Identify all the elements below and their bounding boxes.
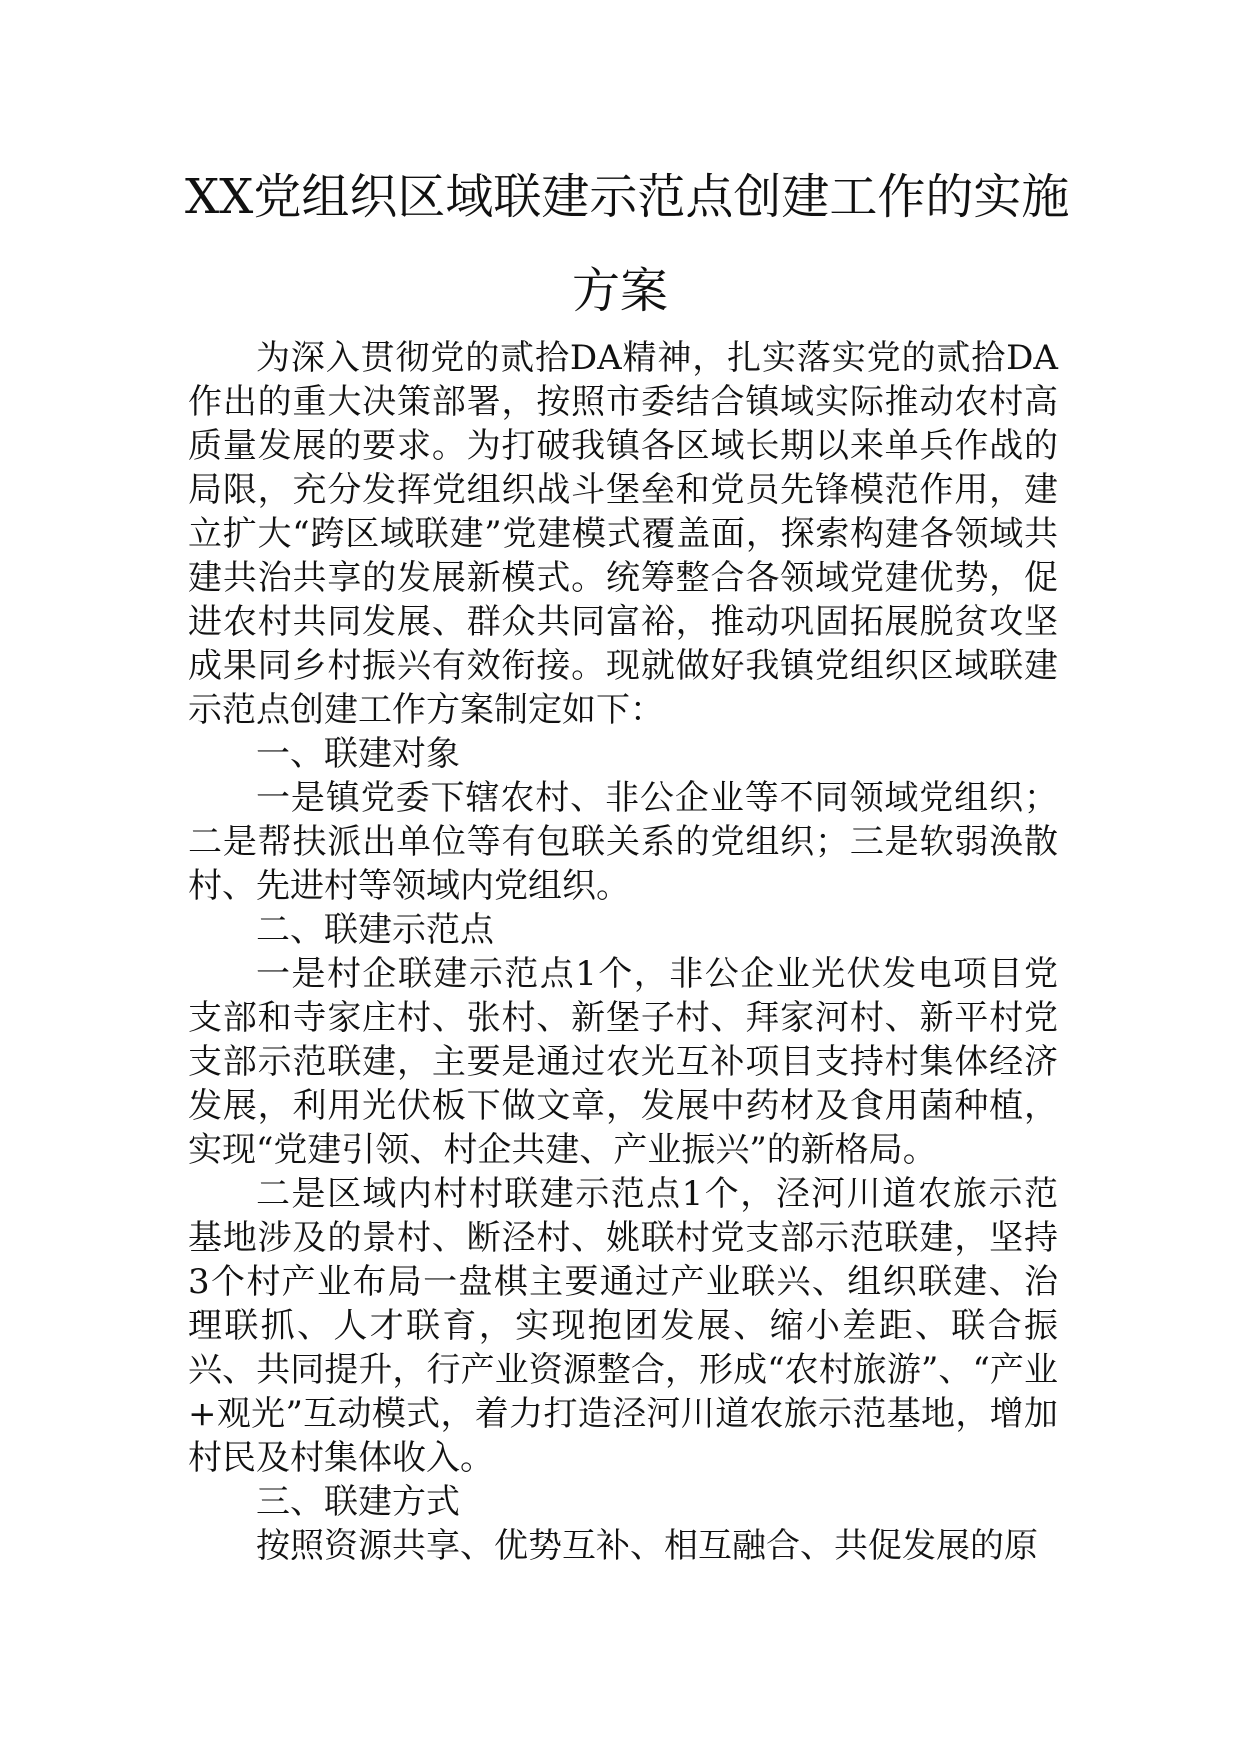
- section-heading-1: 一、联建对象: [256, 734, 460, 774]
- section-paragraph-3: 按照资源共享、优势互补、相互融合、共促发展的原: [256, 1526, 1038, 1566]
- intro-paragraph: 为深入贯彻党的贰拾DA精神，扎实落实党的贰拾DA作出的重大决策部署，按照市委结合镇域实际推动农村高质量发展的要求。为打破我镇各区域长期以来单兵作战的局限，充分发挥党组织战斗堡垒和党员先锋模范作用，建立扩大“跨区域联建”党建模式覆盖面，探索构建各领域共建共治共享的发展新模式。统筹整合各领域党建优势，促进农村共同发展、群众共同富裕，推动巩固拓展脱贫攻坚成果同乡村振兴有效衔接。现就做好我镇党组织区域联建示范点创建工作方案制定如下：: [188, 338, 1058, 730]
- section-heading-3: 三、联建方式: [256, 1482, 460, 1522]
- section-paragraph-2a: 一是村企联建示范点1个，非公企业光伏发电项目党支部和寺家庄村、张村、新堡子村、拜家河村、新平村党支部示范联建，主要是通过农光互补项目支持村集体经济发展，利用光伏板下做文章，发展中药材及食用菌种植，实现“党建引领、村企共建、产业振兴”的新格局。: [188, 954, 1058, 1170]
- section-paragraph-1: 一是镇党委下辖农村、非公企业等不同领域党组织；二是帮扶派出单位等有包联关系的党组织；三是软弱涣散村、先进村等领域内党组织。: [188, 778, 1058, 906]
- document-body: [188, 336, 1058, 1568]
- document-title-line-1: XX党组织区域联建示范点创建工作的实施: [185, 169, 1070, 225]
- section-heading-2: 二、联建示范点: [256, 910, 494, 950]
- section-paragraph-2b: 二是区域内村村联建示范点1个，泾河川道农旅示范基地涉及的景村、断泾村、姚联村党支部示范联建，坚持3个村产业布局一盘棋主要通过产业联兴、组织联建、治理联抓、人才联育，实现抱团发展、缩小差距、联合振兴、共同提升，行产业资源整合，形成“农村旅游”、“产业+观光”互动模式，着力打造泾河川道农旅示范基地，增加村民及村集体收入。: [188, 1174, 1058, 1478]
- document-title-line-2: 方案: [571, 263, 668, 319]
